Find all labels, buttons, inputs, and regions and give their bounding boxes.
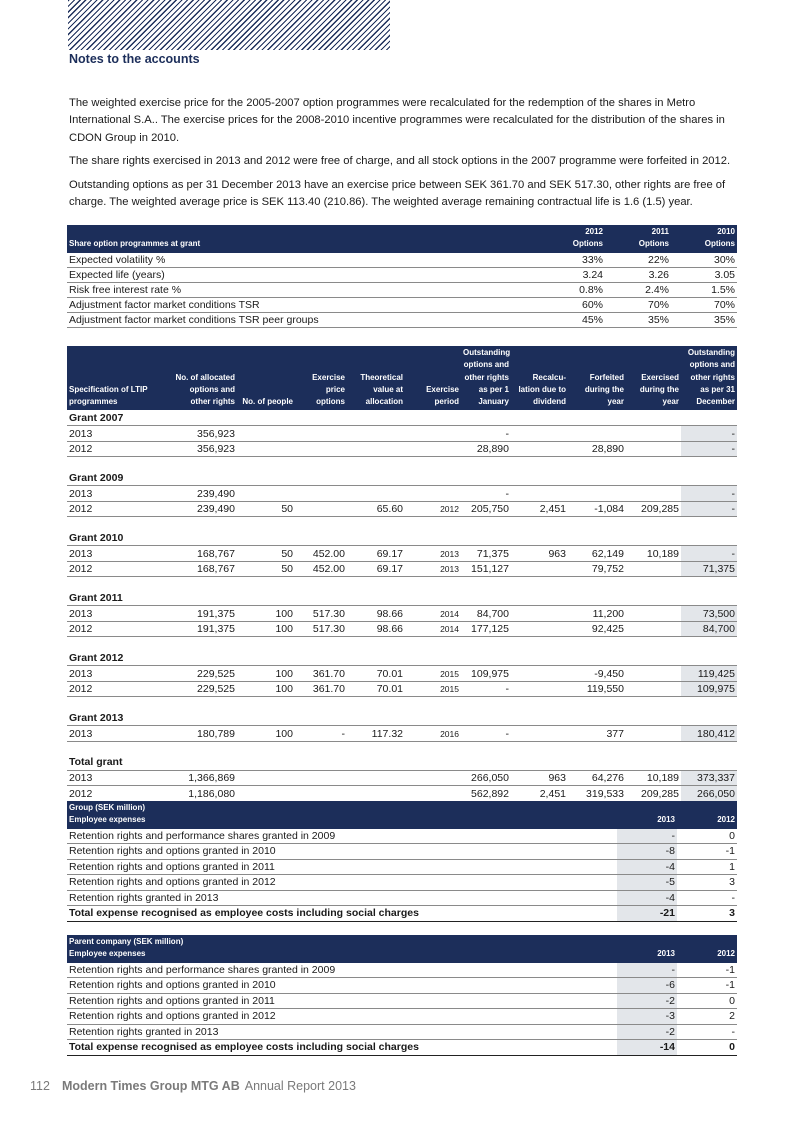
column-header: Parent company (SEK million) Employee expenses [67, 935, 617, 963]
intro-paragraph: The weighted exercise price for the 2005-2007 option programmes were recalculated for the redemption of the shares in Metro International S.A.. The exercise prices for the 2008-2010 incentive programmes were recalculated for the distribution of the shares in CDON Group in 2010. [69, 97, 725, 144]
page-footer [30, 1079, 356, 1093]
table-row: Retention rights and options granted in 2012 -5 3 [69, 876, 735, 889]
spacer-row [67, 741, 737, 755]
column-header: 2012 [677, 801, 737, 829]
column-header: No. of people [237, 346, 295, 410]
column-header: Share option programmes at grant [67, 225, 539, 253]
table-row: 2013 356,923 - - [69, 427, 735, 440]
column-header: Theoretical value at allocation [347, 346, 405, 410]
share-option-grant-table [67, 225, 737, 328]
spacer-row [67, 637, 737, 651]
table-row: Retention rights and options granted in 2012 -3 2 [69, 1010, 735, 1023]
table-row: Retention rights granted in 2013 -2 - [69, 1025, 735, 1038]
table-row: 2012 356,923 28,890 28,890 - [69, 443, 735, 456]
page-number: 112 [30, 1079, 50, 1093]
grant-group-header: Grant 2013 [67, 710, 737, 726]
column-header: Exercised during the year [626, 346, 681, 410]
table-row: Adjustment factor market conditions TSR peer groups 45% 35% 35% [69, 314, 735, 327]
grant-group-header: Grant 2007 [67, 410, 737, 426]
ltip-body [67, 410, 737, 801]
table-row: Adjustment factor market conditions TSR 60% 70% 70% [69, 298, 735, 311]
column-header: Exercise period [405, 346, 461, 410]
table-header-row [67, 225, 737, 253]
table-row: 2013 229,525 100 361.70 70.01 2015 109,975 -9,450 119,425 [69, 667, 735, 680]
column-header: Group (SEK million) Employee expenses [67, 801, 617, 829]
table-row: Retention rights and options granted in 2010 -6 -1 [69, 979, 735, 992]
table-row: 2013 1,366,869 266,050 963 64,276 10,189 373,337 [69, 772, 735, 785]
intro-text [69, 95, 735, 218]
table-header-row [67, 801, 737, 829]
table-row: 2012 239,490 50 65.60 2012 205,750 2,451 -1,084 209,285 - [69, 503, 735, 516]
company-name: Modern Times Group MTG AB [61, 1079, 240, 1093]
table-row: Expected volatility % 33% 22% 30% [69, 253, 735, 266]
table-header-row [67, 935, 737, 963]
table-row: 2013 180,789 100 - 117.32 2016 - 377 180,412 [69, 727, 735, 740]
grant-group-header: Grant 2012 [67, 650, 737, 666]
column-header: 2013 [617, 935, 677, 963]
column-header: Outstanding options and other rights as per 1 January [461, 346, 511, 410]
table-row: 2012 229,525 100 361.70 70.01 2015 - 119,550 109,975 [69, 683, 735, 696]
report-title: Annual Report 2013 [244, 1079, 356, 1093]
table-row: 2013 239,490 - - [69, 487, 735, 500]
table-row: Retention rights and options granted in 2011 -2 0 [69, 994, 735, 1007]
spacer-row [67, 697, 737, 711]
column-header: 2013 [617, 801, 677, 829]
table-row: 2012 191,375 100 517.30 98.66 2014 177,125 92,425 84,700 [69, 623, 735, 636]
column-header: Outstanding options and other rights as per 31 December [681, 346, 737, 410]
total-row: Total expense recognised as employee costs including social charges -14 0 [69, 1041, 735, 1054]
table-row: Risk free interest rate % 0.8% 2.4% 1.5% [69, 283, 735, 296]
grant-group-header: Grant 2011 [67, 590, 737, 606]
table-row: 2013 191,375 100 517.30 98.66 2014 84,700 11,200 73,500 [69, 607, 735, 620]
table-header-row [67, 346, 737, 410]
grant-group-header: Grant 2009 [67, 470, 737, 486]
spacer-row [67, 457, 737, 471]
column-header: Exercise price options [295, 346, 347, 410]
header-hatch-pattern [68, 0, 390, 50]
column-header: Forfeited during the year [568, 346, 626, 410]
grant-group-header: Total grant [67, 755, 737, 771]
spacer-row [67, 577, 737, 591]
table-row: Retention rights and performance shares granted in 2009 - -1 [69, 963, 735, 976]
column-header: 2011 Options [605, 225, 671, 253]
column-header: 2012 Options [539, 225, 605, 253]
column-header: Specification of LTIP programmes [67, 346, 167, 410]
group-employee-expenses-table [67, 801, 737, 922]
table-row: Retention rights granted in 2013 -4 - [69, 891, 735, 904]
grant-group-header: Grant 2010 [67, 530, 737, 546]
table-row: 2013 168,767 50 452.00 69.17 2013 71,375 963 62,149 10,189 - [69, 547, 735, 560]
table-row: 2012 168,767 50 452.00 69.17 2013 151,127 79,752 71,375 [69, 563, 735, 576]
column-header: Recalcu- lation due to dividend [511, 346, 568, 410]
section-title: Notes to the accounts [69, 52, 200, 66]
spacer-row [67, 517, 737, 531]
table-row: Expected life (years) 3.24 3.26 3.05 [69, 268, 735, 281]
intro-paragraph: The share rights exercised in 2013 and 2012 were free of charge, and all stock options in the 2007 programme were forfeited in 2012. [69, 155, 731, 168]
total-row: Total expense recognised as employee costs including social charges -21 3 [69, 907, 735, 920]
table-row: Retention rights and options granted in 2010 -8 -1 [69, 845, 735, 858]
table-row: Retention rights and options granted in 2011 -4 1 [69, 860, 735, 873]
column-header: 2010 Options [671, 225, 737, 253]
table-row: Retention rights and performance shares granted in 2009 - 0 [69, 829, 735, 842]
column-header: 2012 [677, 935, 737, 963]
parent-employee-expenses-table [67, 935, 737, 1056]
ltip-specification-table [67, 346, 737, 802]
table-row: 2012 1,186,080 562,892 2,451 319,533 209,285 266,050 [69, 787, 735, 800]
column-header: No. of allocated options and other rights [167, 346, 237, 410]
intro-paragraph: Outstanding options as per 31 December 2013 have an exercise price between SEK 361.70 and SEK 517.30, other rights are free of charge. The weighted average price is SEK 113.40 (210.86). The weighted average remaining contractual life is 1.6 (1.5) year. [69, 179, 726, 209]
